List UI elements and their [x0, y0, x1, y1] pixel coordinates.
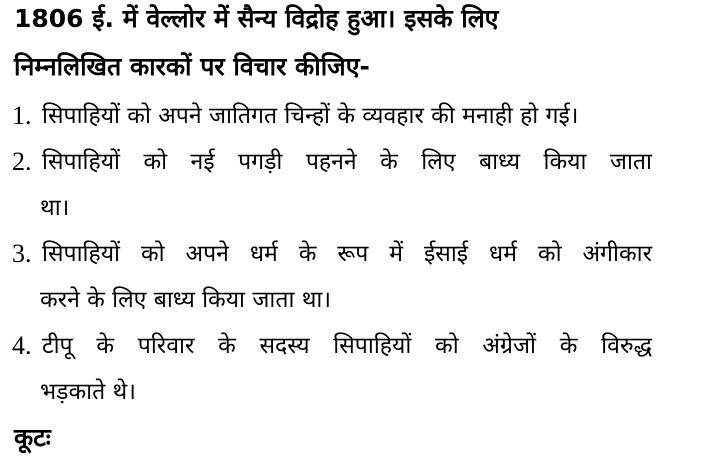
statement-text-line: था। [40, 195, 70, 221]
statement-text-line: टीपू के परिवार के सदस्य सिपाहियों को अंग्रेजों के विरुद्ध [42, 333, 652, 359]
statement-text-line: भड़काते थे। [40, 379, 136, 405]
statement-text-line: सिपाहियों को नई पगड़ी पहनने के लिए बाध्य किया जाता [42, 149, 652, 175]
statement-number: 3. [12, 239, 32, 268]
statement-4 [12, 323, 692, 415]
code-label: कूटः [14, 423, 51, 452]
statement-number: 1. [12, 101, 32, 130]
statement-2 [12, 139, 692, 231]
statement-number: 2. [12, 147, 32, 176]
statement-number: 4. [12, 331, 32, 360]
statement-text-line: सिपाहियों को अपने धर्म के रूप में ईसाई धर्म को अंगीकार [42, 241, 652, 267]
statement-3 [12, 231, 692, 323]
statement-text-line: करने के लिए बाध्य किया जाता था। [40, 287, 332, 313]
question-heading-line-1: 1806 ई. में वेल्लोर में सैन्य विद्रोह हुआ। इसके लिए [14, 4, 499, 33]
question-heading-line-2: निम्नलिखित कारकों पर विचार कीजिए- [14, 52, 370, 81]
statement-1 [12, 93, 692, 139]
statement-text-line: सिपाहियों को अपने जातिगत चिन्हों के व्यवहार की मनाही हो गई। [42, 103, 579, 129]
